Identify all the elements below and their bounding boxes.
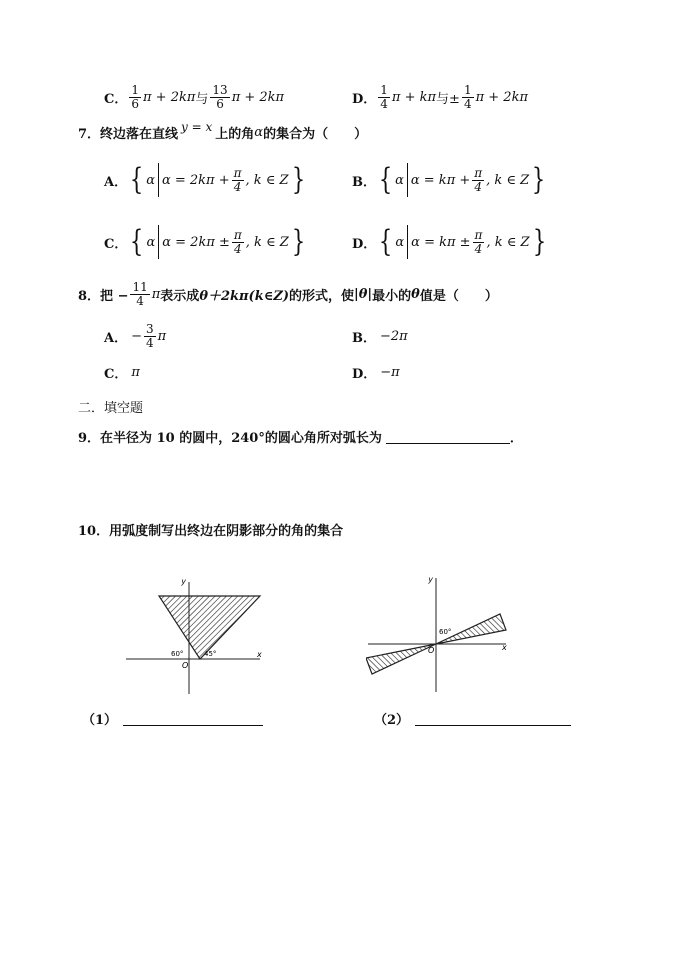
conjunction: 与± (436, 91, 460, 107)
origin-label: O (428, 646, 435, 655)
y-axis-label: y (181, 577, 186, 586)
left-brace: { (378, 162, 393, 197)
left-brace: { (379, 224, 393, 259)
q8-stem (78, 276, 498, 312)
fraction: $\frac{\pi}{4}$ (474, 227, 483, 256)
option-label: C． (104, 91, 128, 107)
expression: , k ∈ Z (245, 172, 289, 188)
stem-text: 上的角 (215, 126, 255, 142)
stem-text: 的集合为（ ） (263, 126, 368, 142)
q8-option-a (104, 318, 166, 354)
expression: , k ∈ Z (486, 172, 530, 188)
q7-stem (78, 122, 367, 142)
stem-text: 表示成 (160, 288, 200, 304)
q10-stem (78, 519, 343, 539)
q8-option-b (352, 326, 408, 346)
fig1-answer (82, 708, 263, 728)
fraction: $\frac{3}{4}$ (146, 321, 154, 350)
option-value: −π (380, 364, 400, 380)
option-label: C． (104, 236, 128, 252)
line-equation: y = x (181, 120, 213, 134)
expression: α = kπ + (410, 172, 471, 188)
alpha-symbol: α (395, 172, 404, 188)
expression: , k ∈ Z (486, 234, 530, 250)
expression: π + 2kπ (143, 89, 196, 105)
option-label: B． (352, 330, 376, 346)
alpha-symbol: α (395, 234, 405, 250)
option-label: D． (352, 91, 377, 107)
angle-label-60: 60° (171, 650, 184, 658)
option-label: D． (352, 236, 377, 252)
angle-label-60: 60° (439, 628, 452, 636)
theta-symbol: θ (411, 286, 420, 302)
minus-sign: − (131, 328, 142, 344)
option-label: A． (104, 330, 128, 346)
expression: π + 2kπ (231, 89, 285, 105)
fraction: $\frac{13}{6}$ (212, 82, 228, 111)
option-value: π (131, 364, 140, 380)
set-bar (407, 163, 408, 197)
expression: α = kπ ± (411, 234, 471, 250)
x-axis-label: x (502, 643, 507, 652)
expression: α = 2kπ + (161, 172, 230, 188)
stem-text: 的形式，使 (288, 288, 354, 304)
expression: , k ∈ Z (245, 234, 289, 250)
right-brace: } (291, 224, 306, 259)
expression: π + kπ (391, 89, 437, 105)
figure-2 (366, 572, 516, 698)
fraction: $\frac{11}{4}$ (132, 279, 148, 308)
answer-blank[interactable] (123, 711, 263, 726)
q7-option-a (104, 162, 308, 198)
option-label: D． (352, 366, 377, 382)
x-axis-label: x (257, 650, 262, 659)
stem-text: 7．终边落在直线 (78, 126, 179, 142)
option-label: A． (104, 174, 128, 190)
expression: α = 2kπ ± (162, 234, 230, 250)
set-bar (158, 225, 159, 259)
fraction: $\frac{\pi}{4}$ (233, 165, 242, 194)
conjunction: 与 (195, 91, 209, 107)
fraction: $\frac{1}{4}$ (380, 82, 388, 111)
q8-option-d (352, 362, 400, 382)
answer-blank[interactable] (415, 711, 571, 726)
q6-option-c (104, 80, 284, 114)
alpha-symbol: α (146, 234, 156, 250)
stem-text: 值是（ ） (419, 288, 498, 304)
shaded-region-lower (366, 644, 436, 674)
pi-symbol: π (151, 286, 161, 302)
q7-option-d (352, 224, 549, 260)
right-brace: } (532, 224, 546, 259)
pi-symbol: π (157, 328, 167, 344)
stem-text: 最小的 (372, 288, 412, 304)
fig2-answer (374, 708, 571, 728)
q7-option-c (104, 224, 308, 260)
section-title (78, 396, 143, 416)
stem-text: 10．用弧度制写出终边在阴影部分的角的集合 (78, 523, 344, 539)
sub-label: （1） (82, 712, 118, 728)
origin-label: O (182, 661, 189, 670)
q9-stem (78, 426, 523, 446)
q8-option-c (104, 362, 140, 382)
q7-option-b (352, 162, 548, 198)
q6-option-d (352, 80, 528, 114)
set-bar (407, 225, 408, 259)
expression: π + 2kπ (475, 89, 528, 105)
left-brace: { (130, 224, 144, 259)
abs-theta: |θ| (354, 286, 373, 302)
angle-form: θ＋2kπ(k∈Z) (199, 288, 289, 304)
alpha-symbol: α (146, 172, 155, 188)
figure-1 (120, 572, 270, 698)
stem-text: 8．把 − (78, 288, 129, 304)
fraction: $\frac{\pi}{4}$ (233, 227, 242, 256)
option-label: C． (104, 366, 128, 382)
option-label: B． (352, 174, 376, 190)
stem-text: 9．在半径为 10 的圆中，240°的圆心角所对弧长为 (78, 430, 382, 446)
fraction: $\frac{\pi}{4}$ (474, 165, 483, 194)
y-axis-label: y (428, 575, 433, 584)
right-brace: } (291, 162, 305, 197)
left-brace: { (129, 162, 144, 197)
section-title-text: 二．填空题 (78, 400, 144, 416)
alpha-symbol: α (254, 124, 264, 140)
fraction: $\frac{1}{4}$ (463, 82, 472, 111)
option-value: −2π (380, 328, 408, 344)
sub-label: （2） (374, 712, 410, 728)
answer-blank[interactable] (386, 429, 510, 444)
angle-label-45: 45° (204, 650, 217, 658)
right-brace: } (532, 162, 546, 197)
stem-text: ． (509, 430, 523, 446)
fraction: $\frac{1}{6}$ (131, 82, 139, 111)
set-bar (158, 163, 159, 197)
